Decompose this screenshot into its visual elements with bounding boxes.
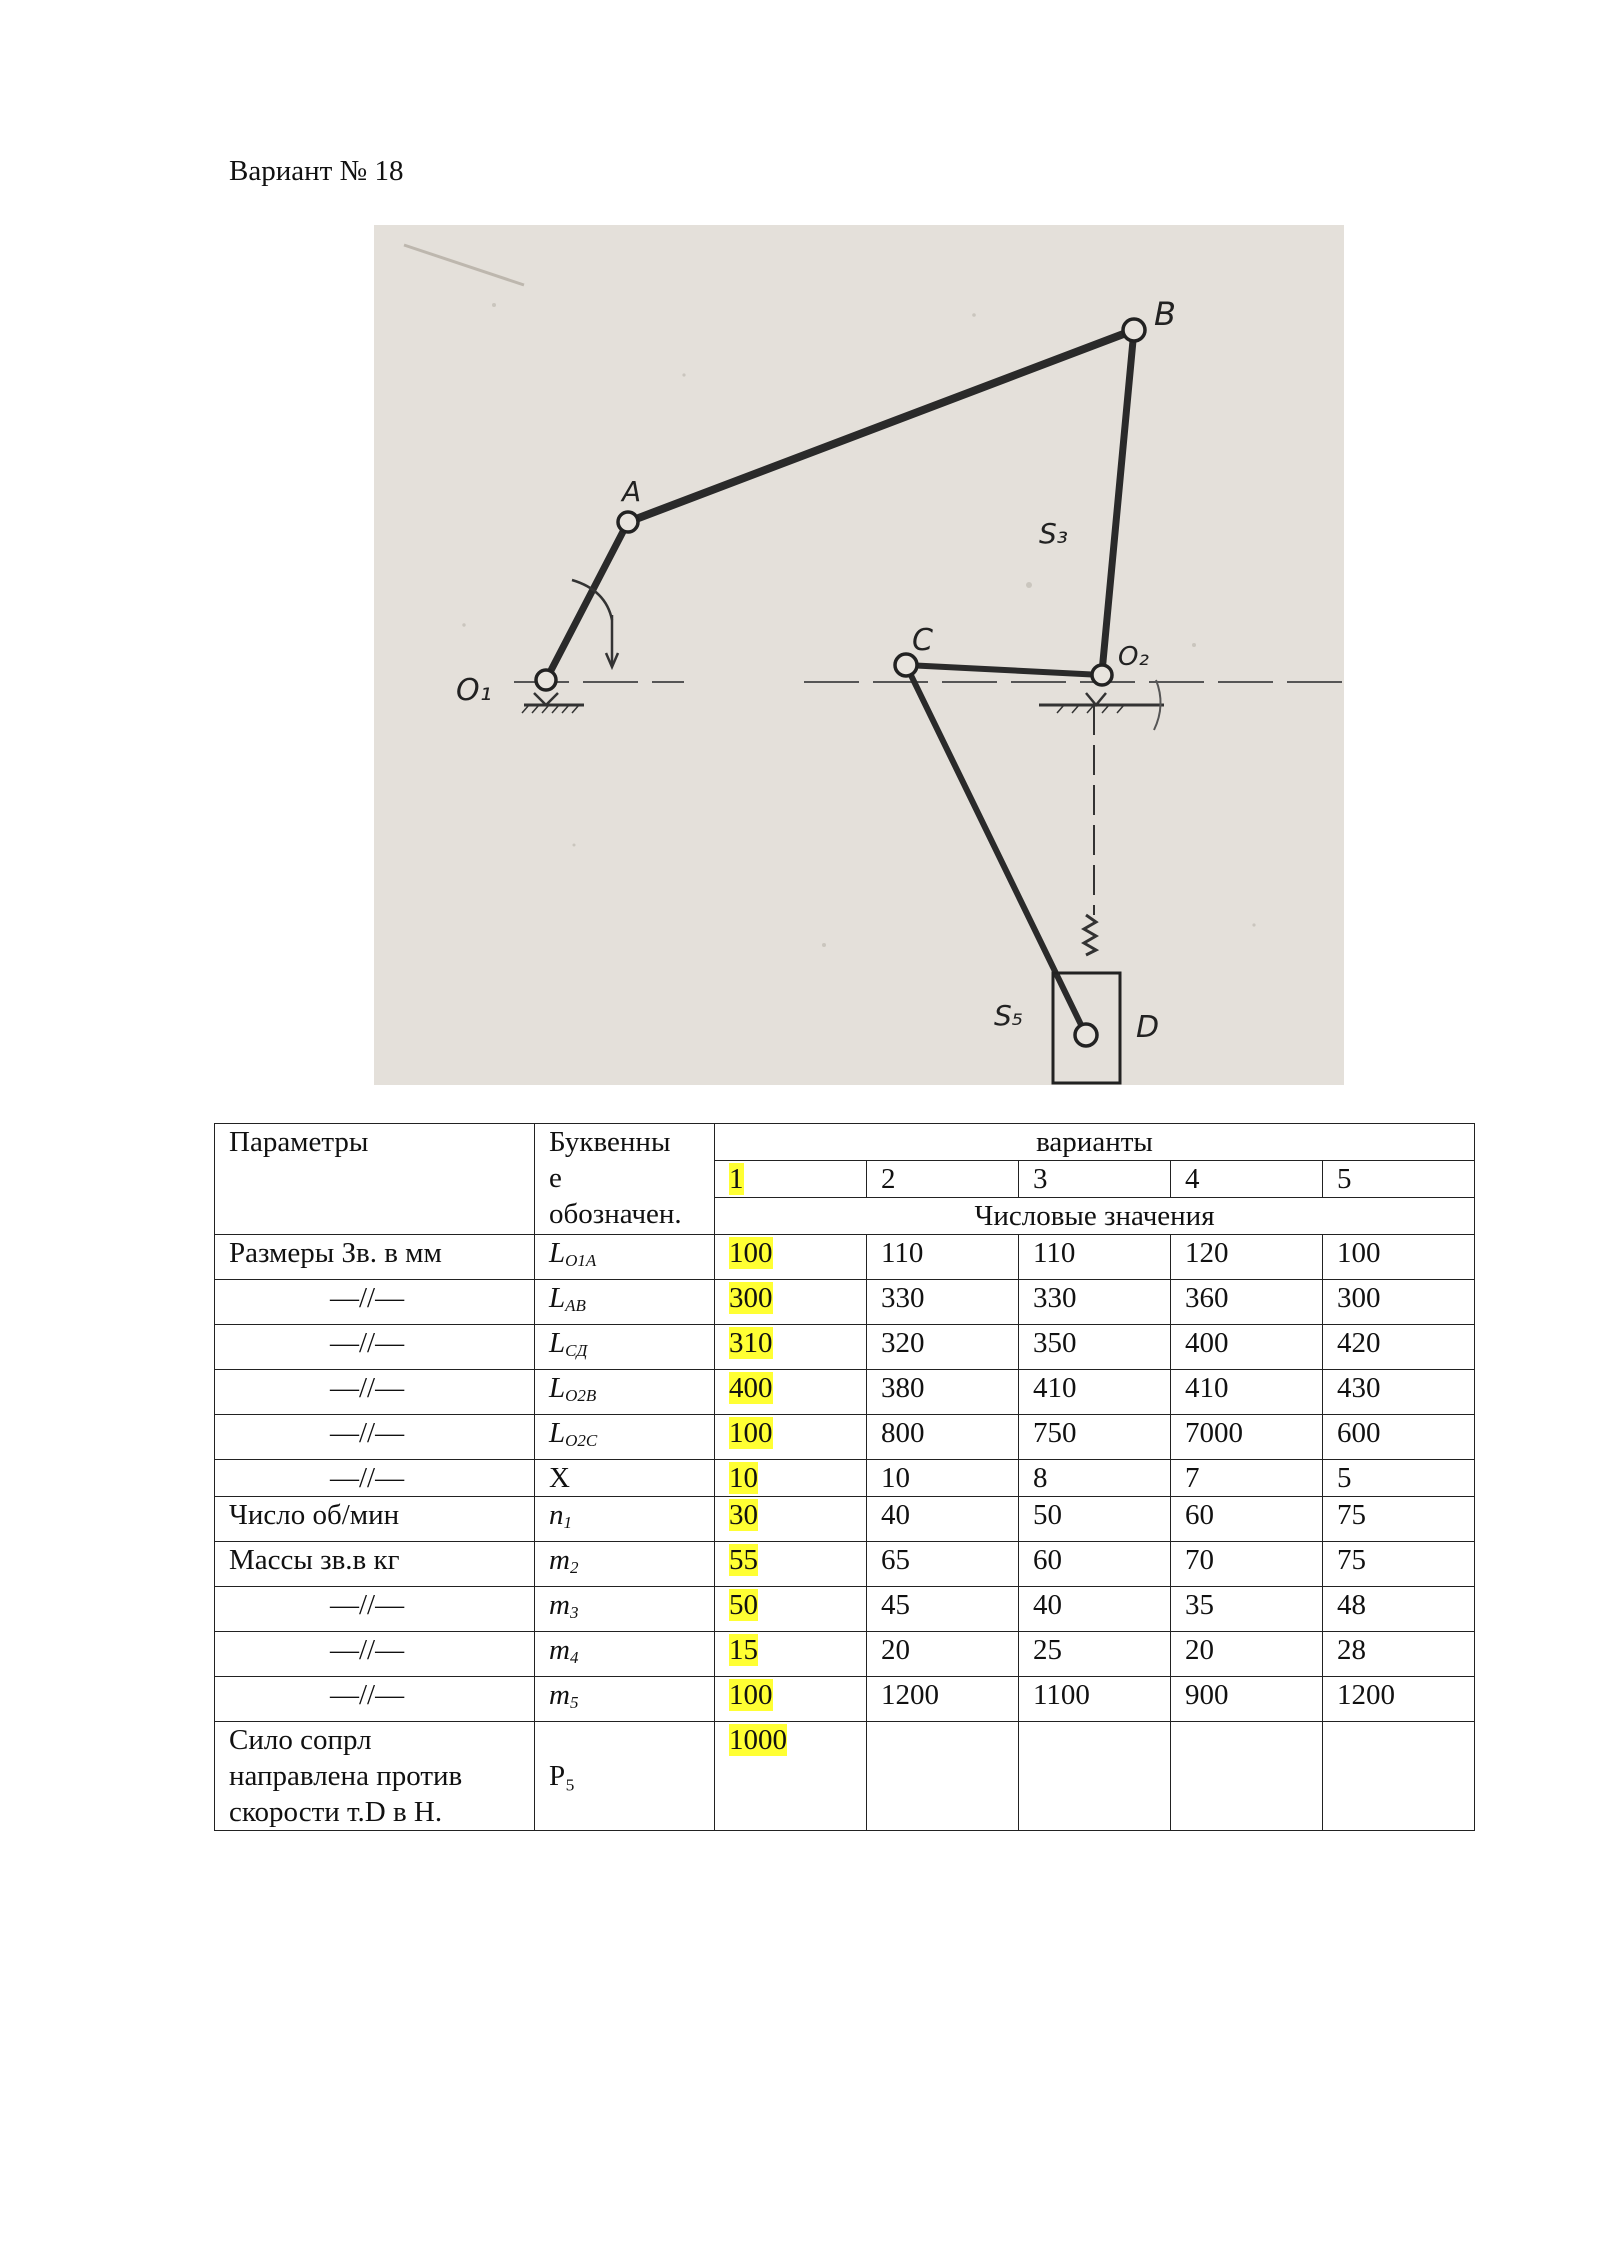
row-value: 60 [1019,1542,1171,1587]
variant-number: 3 [1019,1161,1171,1198]
row-value: 7 [1171,1460,1323,1497]
row-value: 600 [1323,1415,1475,1460]
row-value: 320 [867,1325,1019,1370]
row-symbol: $L_{СД}$ [535,1325,715,1370]
force-row [215,1722,1475,1831]
header-letters: Буквенны е обозначен. [535,1124,715,1235]
row-symbol: X [535,1460,715,1497]
row-param: Массы зв.в кг [215,1542,535,1587]
table-row [215,1415,1475,1460]
row-value: 50 [715,1587,867,1632]
row-value: 5 [1323,1460,1475,1497]
row-value: 380 [867,1370,1019,1415]
label-s3: S₃ [1039,517,1068,550]
row-value: 10 [715,1460,867,1497]
label-a: A [622,475,642,508]
row-value: 300 [1323,1280,1475,1325]
row-value: 25 [1019,1632,1171,1677]
variant-number: 2 [867,1161,1019,1198]
row-symbol: $L_{O1A}$ [535,1235,715,1280]
row-value: 420 [1323,1325,1475,1370]
header-row [215,1124,1475,1161]
row-value: 1100 [1019,1677,1171,1722]
table-row [215,1370,1475,1415]
row-value: 28 [1323,1632,1475,1677]
row-param: —//— [215,1280,535,1325]
row-value: 40 [867,1497,1019,1542]
header-params: Параметры [215,1124,535,1235]
page-title: Вариант № 18 [229,155,404,187]
row-value: 330 [867,1280,1019,1325]
row-value: 1200 [867,1677,1019,1722]
label-c: C [912,623,933,658]
row-symbol: $L_{O2B}$ [535,1370,715,1415]
row-value: 1200 [1323,1677,1475,1722]
label-o1: O₁ [456,673,492,708]
table-row [215,1235,1475,1280]
row-value: 10 [867,1460,1019,1497]
row-value: 100 [715,1415,867,1460]
variant-number: 5 [1323,1161,1475,1198]
label-o2: O₂ [1118,642,1149,672]
table-row [215,1497,1475,1542]
row-value: 7000 [1171,1415,1323,1460]
force-value [867,1722,1019,1831]
label-s5: S₅ [994,999,1023,1032]
header-variants: варианты [715,1124,1475,1161]
row-param: Число об/мин [215,1497,535,1542]
row-symbol: $n_1$ [535,1497,715,1542]
row-param: —//— [215,1415,535,1460]
row-value: 300 [715,1280,867,1325]
row-param: —//— [215,1460,535,1497]
table-row [215,1632,1475,1677]
row-value: 330 [1019,1280,1171,1325]
row-value: 75 [1323,1542,1475,1587]
variant-number: 4 [1171,1161,1323,1198]
row-symbol: $m_4$ [535,1632,715,1677]
row-param: —//— [215,1632,535,1677]
row-value: 360 [1171,1280,1323,1325]
force-value [1171,1722,1323,1831]
row-symbol: $m_2$ [535,1542,715,1587]
row-value: 100 [1323,1235,1475,1280]
force-value [1019,1722,1171,1831]
row-value: 430 [1323,1370,1475,1415]
row-value: 310 [715,1325,867,1370]
row-symbol: $L_{O2C}$ [535,1415,715,1460]
row-param: —//— [215,1325,535,1370]
force-value [1323,1722,1475,1831]
row-value: 60 [1171,1497,1323,1542]
row-value: 100 [715,1235,867,1280]
row-value: 110 [867,1235,1019,1280]
row-value: 400 [715,1370,867,1415]
row-value: 20 [1171,1632,1323,1677]
label-d: D [1136,1010,1160,1045]
table-row [215,1280,1475,1325]
row-symbol: $L_{AB}$ [535,1280,715,1325]
label-b: B [1154,295,1176,333]
row-value: 350 [1019,1325,1171,1370]
row-value: 8 [1019,1460,1171,1497]
row-value: 30 [715,1497,867,1542]
row-value: 75 [1323,1497,1475,1542]
row-symbol: $m_3$ [535,1587,715,1632]
row-value: 410 [1171,1370,1323,1415]
row-value: 20 [867,1632,1019,1677]
row-value: 800 [867,1415,1019,1460]
row-value: 110 [1019,1235,1171,1280]
table-row [215,1677,1475,1722]
row-value: 100 [715,1677,867,1722]
table-row [215,1325,1475,1370]
row-param: —//— [215,1587,535,1632]
row-param: —//— [215,1677,535,1722]
row-value: 35 [1171,1587,1323,1632]
table-row [215,1542,1475,1587]
row-value: 45 [867,1587,1019,1632]
row-value: 40 [1019,1587,1171,1632]
table-row [215,1460,1475,1497]
force-symbol: P₅ [535,1722,715,1831]
row-value: 70 [1171,1542,1323,1587]
row-value: 900 [1171,1677,1323,1722]
row-value: 15 [715,1632,867,1677]
force-param: Сило сопрл направлена против скорости т.D в Н. [215,1722,535,1831]
table-row [215,1587,1475,1632]
parameters-table [214,1123,1475,1831]
row-value: 120 [1171,1235,1323,1280]
row-value: 65 [867,1542,1019,1587]
variant-number: 1 [715,1161,867,1198]
row-value: 750 [1019,1415,1171,1460]
row-value: 50 [1019,1497,1171,1542]
mechanism-diagram [374,225,1344,1085]
row-value: 400 [1171,1325,1323,1370]
force-value: 1000 [715,1722,867,1831]
row-symbol: $m_5$ [535,1677,715,1722]
row-value: 48 [1323,1587,1475,1632]
header-numeric-values: Числовые значения [715,1198,1475,1235]
row-value: 410 [1019,1370,1171,1415]
row-value: 55 [715,1542,867,1587]
row-param: Размеры Зв. в мм [215,1235,535,1280]
row-param: —//— [215,1370,535,1415]
